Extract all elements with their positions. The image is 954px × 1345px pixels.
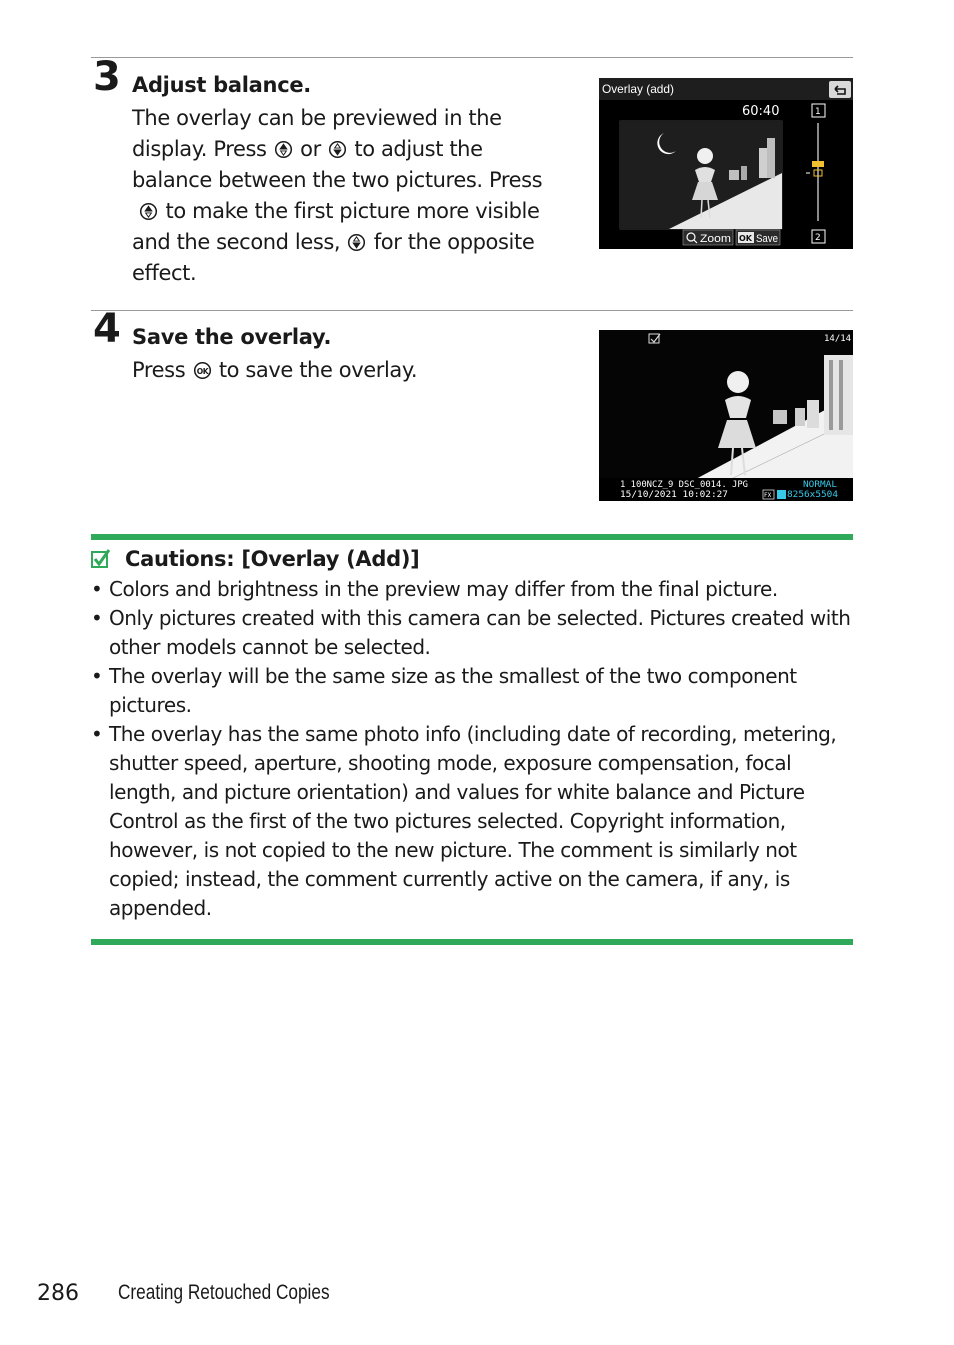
section-divider bbox=[91, 57, 853, 58]
section-name: Creating Retouched Copies bbox=[118, 1281, 330, 1304]
image-quality: NORMAL bbox=[803, 480, 837, 490]
caution-list bbox=[91, 575, 861, 923]
instruction-line: effect. bbox=[132, 261, 197, 285]
screen-menu-title: Overlay (add) bbox=[602, 82, 674, 96]
recording-datetime: 15/10/2021 10:02:27 bbox=[620, 490, 728, 500]
multi-selector-down-icon bbox=[328, 140, 347, 159]
saved-overlay-screenshot bbox=[599, 330, 853, 501]
instruction-text: display. Press bbox=[132, 137, 273, 161]
image-size: 8256x5504 bbox=[787, 490, 838, 500]
saved-overlay-graphic bbox=[599, 330, 853, 501]
step-instructions bbox=[132, 355, 572, 386]
instruction-text: to make the first picture more visible bbox=[159, 199, 540, 223]
instruction-line bbox=[132, 196, 572, 227]
instruction-text: to save the overlay. bbox=[212, 358, 418, 382]
svg-text:2: 2 bbox=[815, 233, 821, 243]
step-number: 3 bbox=[93, 54, 121, 100]
step-instructions bbox=[132, 103, 572, 289]
ok-button-icon bbox=[193, 361, 212, 380]
svg-text:OK: OK bbox=[739, 234, 752, 243]
caution-item: • The overlay will be the same size as the smallest of the two component pictures. bbox=[91, 662, 861, 720]
instruction-text: or bbox=[293, 137, 328, 161]
instruction-text: and the second less, bbox=[132, 230, 347, 254]
instruction-text: Press bbox=[132, 358, 192, 382]
blend-ratio: 60:40 bbox=[742, 104, 780, 119]
instruction-text bbox=[132, 199, 138, 223]
multi-selector-up-icon bbox=[274, 140, 293, 159]
caution-top-bar bbox=[91, 534, 853, 540]
balance-slider-handle bbox=[812, 161, 824, 167]
page-number: 286 bbox=[37, 1281, 79, 1306]
instruction-line bbox=[132, 355, 572, 386]
caution-item: • Only pictures created with this camera can be selected. Pictures created with other models cannot be selected. bbox=[91, 604, 861, 662]
file-name: 1 100NCZ_9 DSC_0014. JPG bbox=[620, 480, 748, 490]
caution-item: • Colors and brightness in the preview may differ from the final picture. bbox=[91, 575, 861, 604]
svg-text:Save: Save bbox=[756, 233, 778, 245]
svg-text:1: 1 bbox=[815, 107, 821, 117]
image-area: FX bbox=[764, 492, 772, 499]
size-icon bbox=[777, 490, 786, 499]
caution-title: Cautions: [Overlay (Add)] bbox=[125, 547, 420, 571]
overlay-preview-screenshot bbox=[599, 78, 853, 249]
caution-heading bbox=[91, 545, 419, 573]
instruction-text: to adjust the bbox=[348, 137, 483, 161]
multi-selector-down-icon bbox=[347, 233, 366, 252]
caution-bottom-bar bbox=[91, 939, 853, 945]
caution-item: • The overlay has the same photo info (including date of recording, metering, shutter speed, aperture, shooting mode, exposure compensation, focal length, and picture orientation) and values for white balance and Picture Control as the first of the two pictures selected. Copyright information, however, is not copied to the new picture. The comment is similarly not copied; instead, the comment currently active on the camera, if any, is appended. bbox=[91, 720, 861, 923]
step-title: Save the overlay. bbox=[132, 325, 332, 349]
instruction-line: balance between the two pictures. Press bbox=[132, 168, 543, 192]
svg-text:OK: OK bbox=[196, 366, 208, 376]
figure-head bbox=[727, 371, 749, 393]
multi-selector-up-icon bbox=[139, 202, 158, 221]
instruction-line bbox=[132, 227, 572, 258]
svg-text:Zoom: Zoom bbox=[700, 233, 731, 245]
instruction-line bbox=[132, 134, 572, 165]
step-title: Adjust balance. bbox=[132, 73, 311, 97]
section-divider bbox=[91, 310, 853, 311]
overlay-preview-graphic bbox=[599, 78, 853, 249]
caution-check-icon bbox=[91, 549, 111, 569]
step-number: 4 bbox=[93, 306, 121, 352]
image-counter: 14/14 bbox=[824, 334, 852, 344]
instruction-text: for the opposite bbox=[367, 230, 535, 254]
instruction-line: The overlay can be previewed in the bbox=[132, 106, 502, 130]
